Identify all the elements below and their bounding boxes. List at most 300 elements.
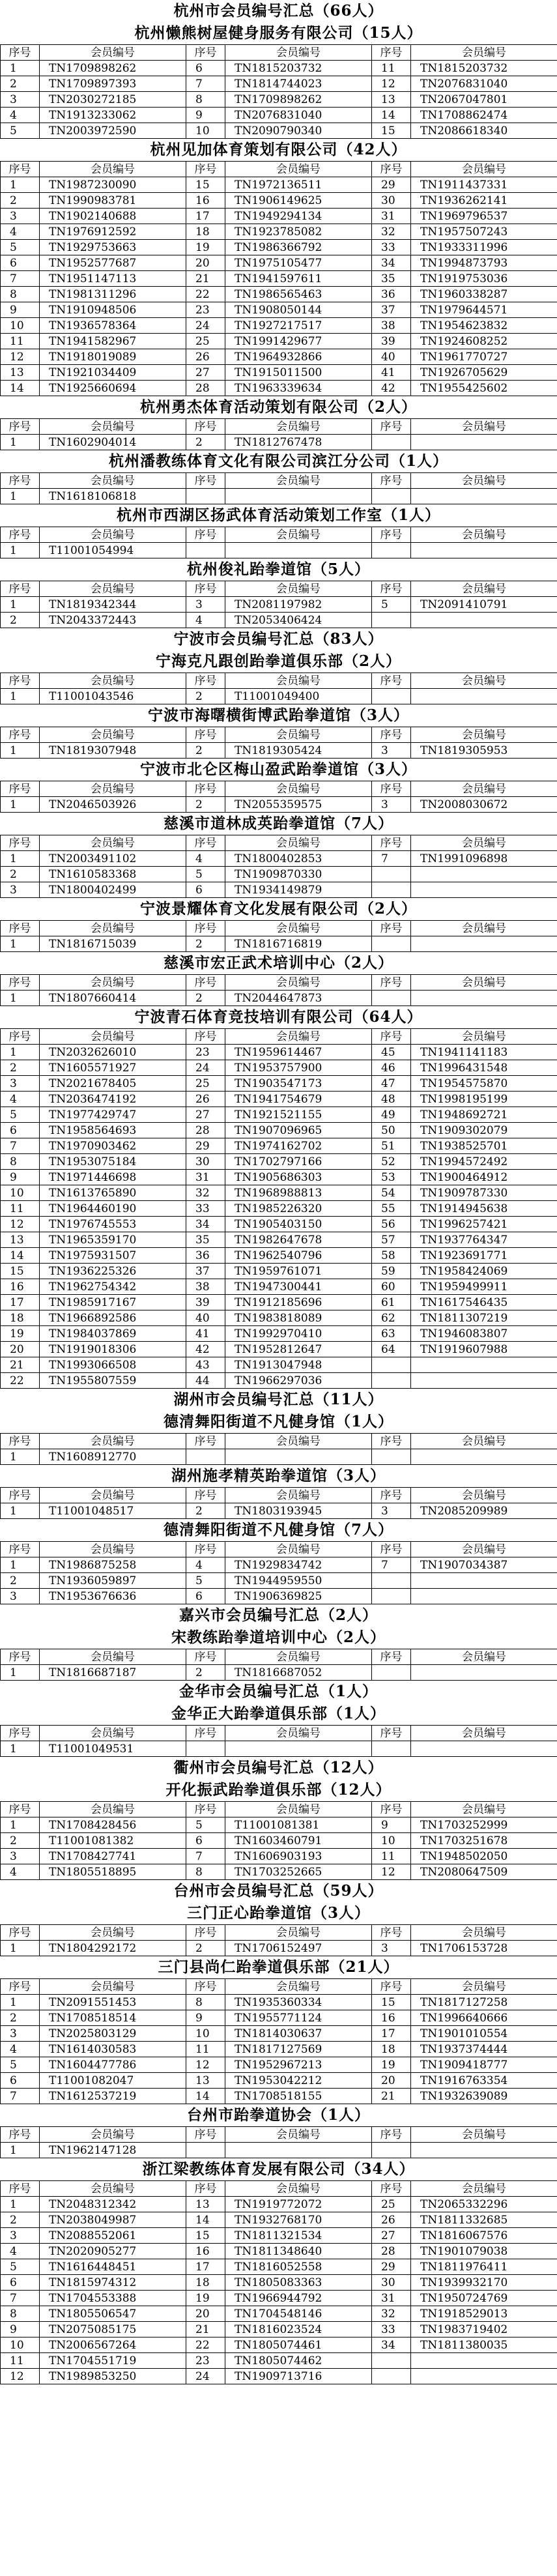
member-id: TN1985226320 [225,1201,372,1217]
row-number: 20 [1,1342,40,1357]
row-number: 60 [372,1279,411,1295]
row-number: 6 [1,1123,40,1138]
member-id: TN1986875258 [40,1557,186,1573]
table-row [1,1833,557,1849]
table-row [1,2197,557,2212]
row-number [372,2353,411,2369]
row-number [186,543,225,558]
organization-title: 慈溪市道林成英跆拳道馆（7人） [163,815,393,832]
row-number: 4 [1,1092,40,1107]
member-id: TN1947300441 [225,1279,372,1295]
row-number: 11 [1,2353,40,2369]
row-number: 20 [186,2306,225,2322]
row-number: 2 [1,1833,40,1849]
row-number: 35 [372,271,411,287]
row-number: 38 [372,318,411,334]
row-number: 6 [1,2073,40,2089]
row-number: 28 [186,1123,225,1138]
section [0,1006,557,1389]
header-no: 序号 [372,473,411,489]
table-row [1,743,557,759]
organization-title: 杭州潘教练体育文化有限公司滨江分公司（1人） [108,452,448,470]
member-id: TN1965359170 [40,1232,186,1248]
member-id: TN1951147113 [40,271,186,287]
member-id: TN1955771124 [225,2010,372,2026]
header-no: 序号 [372,1726,411,1741]
row-number [186,1449,225,1465]
header-member-id: 会员编号 [411,581,557,597]
member-table [0,527,557,558]
organization-title: 杭州勇杰体育活动策划有限公司（2人） [139,398,417,416]
header-no: 序号 [1,581,40,597]
member-id: TN2036474192 [40,1092,186,1107]
member-id: TN1959761071 [225,1264,372,1279]
row-number: 61 [372,1295,411,1310]
row-number: 4 [186,613,225,628]
header-member-id: 会员编号 [40,835,186,851]
member-id: TN1962540796 [225,1248,372,1264]
header-member-id: 会员编号 [411,835,557,851]
row-number: 2 [1,867,40,882]
section [0,396,557,450]
table-row [1,1665,557,1681]
member-id: TN2076831040 [225,108,372,123]
row-number: 13 [1,1232,40,1248]
row-number: 9 [372,1817,411,1833]
header-row [1,1979,557,1995]
row-number: 7 [1,2291,40,2306]
table-row [1,2042,557,2057]
section [0,22,557,139]
header-row [1,1802,557,1817]
member-id: TN1964932866 [225,349,372,365]
table-row [1,209,557,224]
row-number: 2 [1,2212,40,2228]
member-id: TN1907034387 [411,1557,557,1573]
row-number: 5 [372,597,411,613]
header-member-id: 会员编号 [40,2181,186,2197]
row-number: 24 [186,318,225,334]
header-row [1,527,557,543]
member-id: TN1966944792 [225,2291,372,2306]
row-number: 6 [1,2275,40,2291]
section [0,704,557,759]
member-id: TN1617546435 [411,1295,557,1310]
row-number: 4 [1,108,40,123]
header-member-id: 会员编号 [411,1488,557,1503]
header-member-id: 会员编号 [411,781,557,797]
member-id: T11001049531 [40,1741,186,1757]
row-number [372,689,411,704]
header-no: 序号 [372,1979,411,1995]
member-id: TN1948692721 [411,1107,557,1123]
row-number: 25 [186,334,225,349]
organization-title: 杭州见加体育策划有限公司（42人） [150,141,407,158]
row-number: 3 [1,1849,40,1864]
row-number [372,489,411,504]
row-number: 30 [372,193,411,209]
header-no: 序号 [1,727,40,743]
row-number: 18 [372,2042,411,2057]
row-number: 1 [1,1503,40,1519]
member-table [0,581,557,628]
table-row [1,1201,557,1217]
row-number: 2 [186,991,225,1006]
row-number: 18 [186,224,225,240]
header-no: 序号 [186,2127,225,2143]
city-summary-title: 宁波市会员编号汇总（83人） [173,630,384,648]
member-id: TN1936262141 [411,193,557,209]
header-no: 序号 [1,975,40,991]
header-no: 序号 [372,921,411,936]
member-id: TN1926705629 [411,365,557,381]
member-id: TN1937374444 [411,2042,557,2057]
row-number: 11 [372,61,411,76]
member-id: TN1604477786 [40,2057,186,2073]
table-row [1,1154,557,1170]
member-id: TN1994873793 [411,255,557,271]
row-number: 11 [1,334,40,349]
member-id: TN1983719402 [411,2322,557,2337]
header-row [1,1434,557,1449]
header-member-id: 会员编号 [411,527,557,543]
member-id: TN1985917167 [40,1295,186,1310]
row-number: 8 [186,1864,225,1880]
row-number: 24 [186,1060,225,1076]
member-id: TN1614030583 [40,2042,186,2057]
row-number [372,1741,411,1757]
member-id [225,543,372,558]
member-id: TN1708518514 [40,2010,186,2026]
member-id: TN2008030672 [411,797,557,813]
member-id: TN1938525701 [411,1138,557,1154]
member-id: TN1605571927 [40,1060,186,1076]
row-number: 34 [186,1217,225,1232]
member-id: TN1618106818 [40,489,186,504]
member-id: TN1936578364 [40,318,186,334]
member-id: TN1909787330 [411,1185,557,1201]
row-number: 30 [372,2275,411,2291]
city-summary-title: 杭州市会员编号汇总（66人） [173,2,384,20]
section [0,1681,557,1703]
header-no: 序号 [186,727,225,743]
row-number: 50 [372,1123,411,1138]
header-row [1,1649,557,1665]
table-row [1,302,557,318]
row-number: 2 [186,435,225,450]
member-id: TN1958424069 [411,1264,557,1279]
table-row [1,1589,557,1604]
header-no: 序号 [372,2127,411,2143]
member-id: TN1811332685 [411,2212,557,2228]
member-id: TN1819342344 [40,597,186,613]
member-id: TN1812767478 [225,435,372,450]
header-member-id: 会员编号 [225,1649,372,1665]
header-no: 序号 [186,1979,225,1995]
member-id: TN1703252999 [411,1817,557,1833]
member-table [0,1978,557,2104]
table-row [1,1248,557,1264]
city-summary-title: 金华市会员编号汇总（1人） [179,1683,378,1700]
member-id: TN1815203732 [225,61,372,76]
header-member-id: 会员编号 [225,581,372,597]
header-row [1,1542,557,1557]
member-id [411,435,557,450]
row-number: 6 [186,1589,225,1604]
row-number: 9 [1,1170,40,1185]
row-number: 62 [372,1310,411,1326]
member-id: TN1979644571 [411,302,557,318]
row-number: 7 [1,1138,40,1154]
member-id: TN1989853250 [40,2369,186,2384]
row-number: 15 [186,177,225,193]
row-number: 5 [186,1817,225,1833]
row-number [372,613,411,628]
row-number: 37 [186,1264,225,1279]
table-row [1,381,557,396]
member-id: TN1708518155 [225,2089,372,2104]
table-row [1,1573,557,1589]
row-number [372,936,411,952]
row-number: 5 [186,1573,225,1589]
member-id: TN1994572492 [411,1154,557,1170]
row-number: 1 [1,936,40,952]
table-row [1,1076,557,1092]
member-id: TN2006567264 [40,2337,186,2353]
member-id: TN1703252665 [225,1864,372,1880]
header-no: 序号 [1,1434,40,1449]
row-number: 34 [372,2337,411,2353]
member-table [0,1433,557,1465]
table-row [1,1138,557,1154]
table-row [1,2353,557,2369]
row-number: 2 [1,2010,40,2026]
header-member-id: 会员编号 [225,1726,372,1741]
table-row [1,1232,557,1248]
header-member-id: 会员编号 [225,527,372,543]
row-number: 3 [1,209,40,224]
member-id: TN1911437331 [411,177,557,193]
table-row [1,2228,557,2244]
member-id: TN1816687187 [40,1665,186,1681]
row-number [372,543,411,558]
row-number: 39 [186,1295,225,1310]
header-no: 序号 [1,1925,40,1941]
header-member-id: 会员编号 [225,1434,372,1449]
row-number: 48 [372,1092,411,1107]
section [0,952,557,1006]
member-id: TN1936225326 [40,1264,186,1279]
city-summary-title: 湖州市会员编号汇总（11人） [173,1391,384,1408]
row-number: 12 [372,1864,411,1880]
row-number: 4 [186,851,225,867]
row-number: 4 [1,224,40,240]
member-id [411,936,557,952]
section [0,1604,557,1627]
row-number: 1 [1,489,40,504]
header-no: 序号 [372,45,411,61]
row-number: 32 [372,2306,411,2322]
member-id: TN1996640666 [411,2010,557,2026]
row-number [372,2369,411,2384]
member-id: T11001049400 [225,689,372,704]
row-number: 15 [186,2228,225,2244]
member-id: TN2021678405 [40,1076,186,1092]
member-id: TN1991429677 [225,334,372,349]
table-row [1,1264,557,1279]
header-member-id: 会员编号 [225,1802,372,1817]
row-number: 2 [186,1665,225,1681]
header-member-id: 会员编号 [40,45,186,61]
header-no: 序号 [372,162,411,177]
member-id: TN1937764347 [411,1232,557,1248]
row-number: 1 [1,1557,40,1573]
member-id: TN1811976411 [411,2259,557,2275]
row-number: 27 [186,365,225,381]
member-id: TN1811348640 [225,2244,372,2259]
member-id: TN1608912770 [40,1449,186,1465]
row-number: 3 [1,882,40,898]
row-number: 4 [186,1557,225,1573]
member-id: TN1970903462 [40,1138,186,1154]
row-number: 5 [186,867,225,882]
header-no: 序号 [1,1802,40,1817]
row-number: 9 [1,2322,40,2337]
member-id: TN2086618340 [411,123,557,139]
section [0,0,557,22]
header-member-id: 会员编号 [411,727,557,743]
member-id: TN1959499911 [411,1279,557,1295]
row-number: 21 [186,271,225,287]
member-id: TN1949294134 [225,209,372,224]
header-member-id: 会员编号 [225,1488,372,1503]
member-id: TN1962754342 [40,1279,186,1295]
row-number: 27 [372,2228,411,2244]
header-member-id: 会员编号 [411,1979,557,1995]
row-number: 9 [1,302,40,318]
row-number: 1 [1,177,40,193]
table-row [1,1557,557,1573]
row-number [372,1589,411,1604]
table-row [1,1045,557,1060]
member-id [411,1573,557,1589]
table-row [1,1326,557,1342]
table-row [1,689,557,704]
header-row [1,921,557,936]
row-number: 7 [186,1849,225,1864]
member-table [0,161,557,396]
row-number: 23 [186,2353,225,2369]
header-member-id: 会员编号 [225,673,372,689]
member-id: TN1907096965 [225,1123,372,1138]
header-no: 序号 [186,673,225,689]
header-member-id: 会员编号 [225,473,372,489]
header-row [1,727,557,743]
row-number: 55 [372,1201,411,1217]
row-number: 7 [1,2089,40,2104]
member-id: TN1982647678 [225,1232,372,1248]
member-id: TN1800402499 [40,882,186,898]
member-id: TN1936059897 [40,1573,186,1589]
member-table [0,1028,557,1389]
row-number: 16 [1,1279,40,1295]
row-number: 35 [186,1232,225,1248]
row-number: 26 [372,2212,411,2228]
row-number: 33 [372,2322,411,2337]
member-id: TN1804292172 [40,1941,186,1956]
header-row [1,45,557,61]
member-id: TN1816715039 [40,936,186,952]
row-number: 23 [186,1045,225,1060]
member-id: TN1909713716 [225,2369,372,2384]
header-member-id: 会员编号 [411,975,557,991]
row-number: 12 [372,76,411,92]
member-id: TN1927217517 [225,318,372,334]
table-row [1,1060,557,1076]
row-number: 2 [186,797,225,813]
section [0,1389,557,1411]
member-id: TN2038049987 [40,2212,186,2228]
member-id: TN1952812647 [225,1342,372,1357]
header-no: 序号 [1,781,40,797]
member-id: T11001054994 [40,543,186,558]
header-member-id: 会员编号 [411,162,557,177]
row-number: 17 [186,2259,225,2275]
row-number: 3 [1,1589,40,1604]
section [0,1627,557,1681]
row-number: 2 [186,743,225,759]
row-number [372,1449,411,1465]
header-no: 序号 [1,921,40,936]
organization-title: 宁波景耀体育文化发展有限公司（2人） [139,900,417,918]
member-id: TN1996431548 [411,1060,557,1076]
member-id: TN1948502050 [411,1849,557,1864]
table-row [1,2369,557,2384]
member-id: TN1953042212 [225,2073,372,2089]
member-id: T11001081382 [40,1833,186,1849]
member-id: TN1910948506 [40,302,186,318]
section [0,1411,557,1465]
row-number: 1 [1,1741,40,1757]
member-id: TN2085209989 [411,1503,557,1519]
row-number: 31 [372,209,411,224]
member-id: TN1814030637 [225,2026,372,2042]
member-table [0,974,557,1006]
header-no: 序号 [1,1649,40,1665]
header-member-id: 会员编号 [225,1979,372,1995]
header-member-id: 会员编号 [411,1029,557,1045]
row-number: 52 [372,1154,411,1170]
member-id: TN1941597611 [225,271,372,287]
organization-title: 宁波市北仑区梅山盈武跆拳道馆（3人） [139,760,417,778]
member-id: TN1912185696 [225,1295,372,1310]
table-row [1,2322,557,2337]
row-number: 3 [372,1503,411,1519]
member-id: TN1708862474 [411,108,557,123]
member-id [225,1741,372,1757]
header-row [1,162,557,177]
member-id: TN1923691771 [411,1248,557,1264]
table-row [1,991,557,1006]
member-id: TN1709898262 [40,61,186,76]
header-no: 序号 [1,1488,40,1503]
member-table [0,673,557,704]
member-id: TN1805518895 [40,1864,186,1880]
member-id: TN1969796537 [411,209,557,224]
member-id: T11001081381 [225,1817,372,1833]
row-number: 3 [372,743,411,759]
row-number [372,882,411,898]
